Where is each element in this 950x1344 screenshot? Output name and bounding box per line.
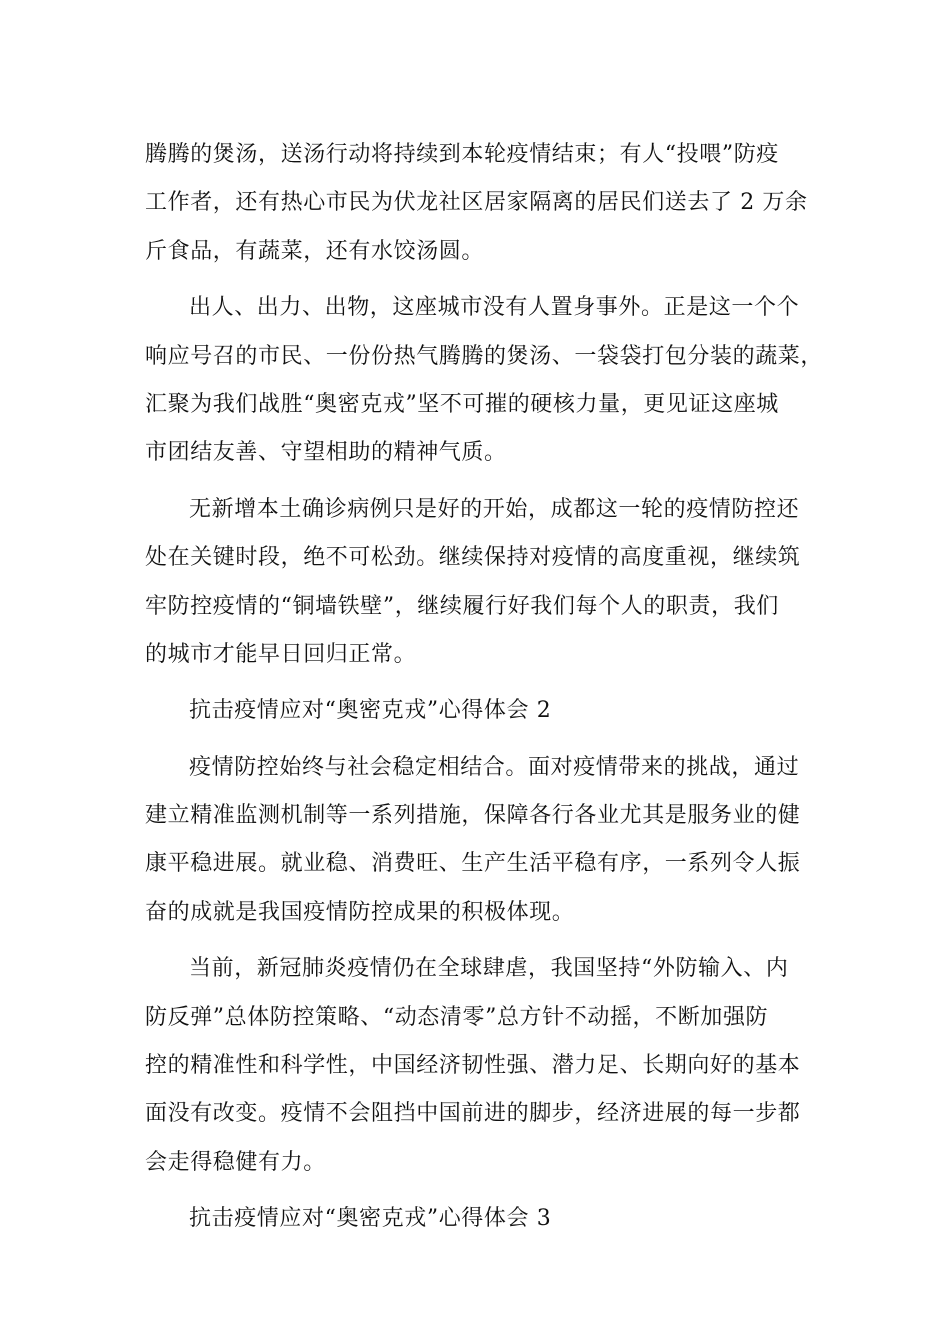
- paragraph-5: [145, 945, 815, 1187]
- text-line: 疫情防控始终与社会稳定相结合。面对疫情带来的挑战，通过: [189, 754, 800, 780]
- text-line: 建立精准监测机制等一系列措施，保障各行各业尤其是服务业的健: [145, 803, 801, 829]
- text-line: 防反弹”总体防控策略、“动态清零”总方针不动摇，不断加强防: [145, 1004, 769, 1030]
- text-line: 康平稳进展。就业稳、消费旺、生产生活平稳有序，一系列令人振: [145, 851, 801, 877]
- paragraph-2: [145, 284, 824, 478]
- text-line: 牢防控疫情的“铜墙铁壁”，继续履行好我们每个人的职责，我们: [145, 593, 779, 619]
- section-heading-2: 抗击疫情应对“奥密克戎”心得体会 2: [189, 698, 552, 724]
- text-line: 处在关键时段，绝不可松劲。继续保持对疫情的高度重视，继续筑: [145, 545, 801, 571]
- document-body: [145, 131, 824, 1252]
- text-line: 面没有改变。疫情不会阻挡中国前进的脚步，经济进展的每一步都: [145, 1101, 801, 1127]
- paragraph-3: [145, 486, 815, 680]
- text-line: 无新增本土确诊病例只是好的开始，成都这一轮的疫情防控还: [189, 496, 800, 522]
- text-line: 会走得稳健有力。: [145, 1149, 326, 1175]
- section-heading-3: 抗击疫情应对“奥密克戎”心得体会 3: [189, 1206, 552, 1232]
- paragraph-1: [145, 131, 815, 276]
- text-line: 当前，新冠肺炎疫情仍在全球肆虐，我国坚持“外防输入、内: [189, 956, 789, 982]
- text-line: 汇聚为我们战胜“奥密克戎”坚不可摧的硬核力量，更见证这座城: [145, 391, 779, 417]
- text-line: 腾腾的煲汤，送汤行动将持续到本轮疫情结束；有人“投喂”防疫: [145, 142, 779, 167]
- text-line: 控的精准性和科学性，中国经济韧性强、潜力足、长期向好的基本: [145, 1053, 801, 1079]
- paragraph-4: [145, 744, 815, 938]
- text-line: 工作者，还有热心市民为伏龙社区居家隔离的居民们送去了 2 万余: [145, 190, 808, 216]
- text-line: 的城市才能早日回归正常。: [145, 641, 417, 667]
- text-line: 奋的成就是我国疫情防控成果的积极体现。: [145, 899, 575, 925]
- text-line: 响应号召的市民、一份份热气腾腾的煲汤、一袋袋打包分装的蔬菜，: [145, 343, 824, 369]
- text-line: 出人、出力、出物，这座城市没有人置身事外。正是这一个个: [189, 295, 800, 321]
- text-line: 市团结友善、守望相助的精神气质。: [145, 440, 507, 466]
- text-line: 斤食品，有蔬菜，还有水饺汤圆。: [145, 238, 485, 264]
